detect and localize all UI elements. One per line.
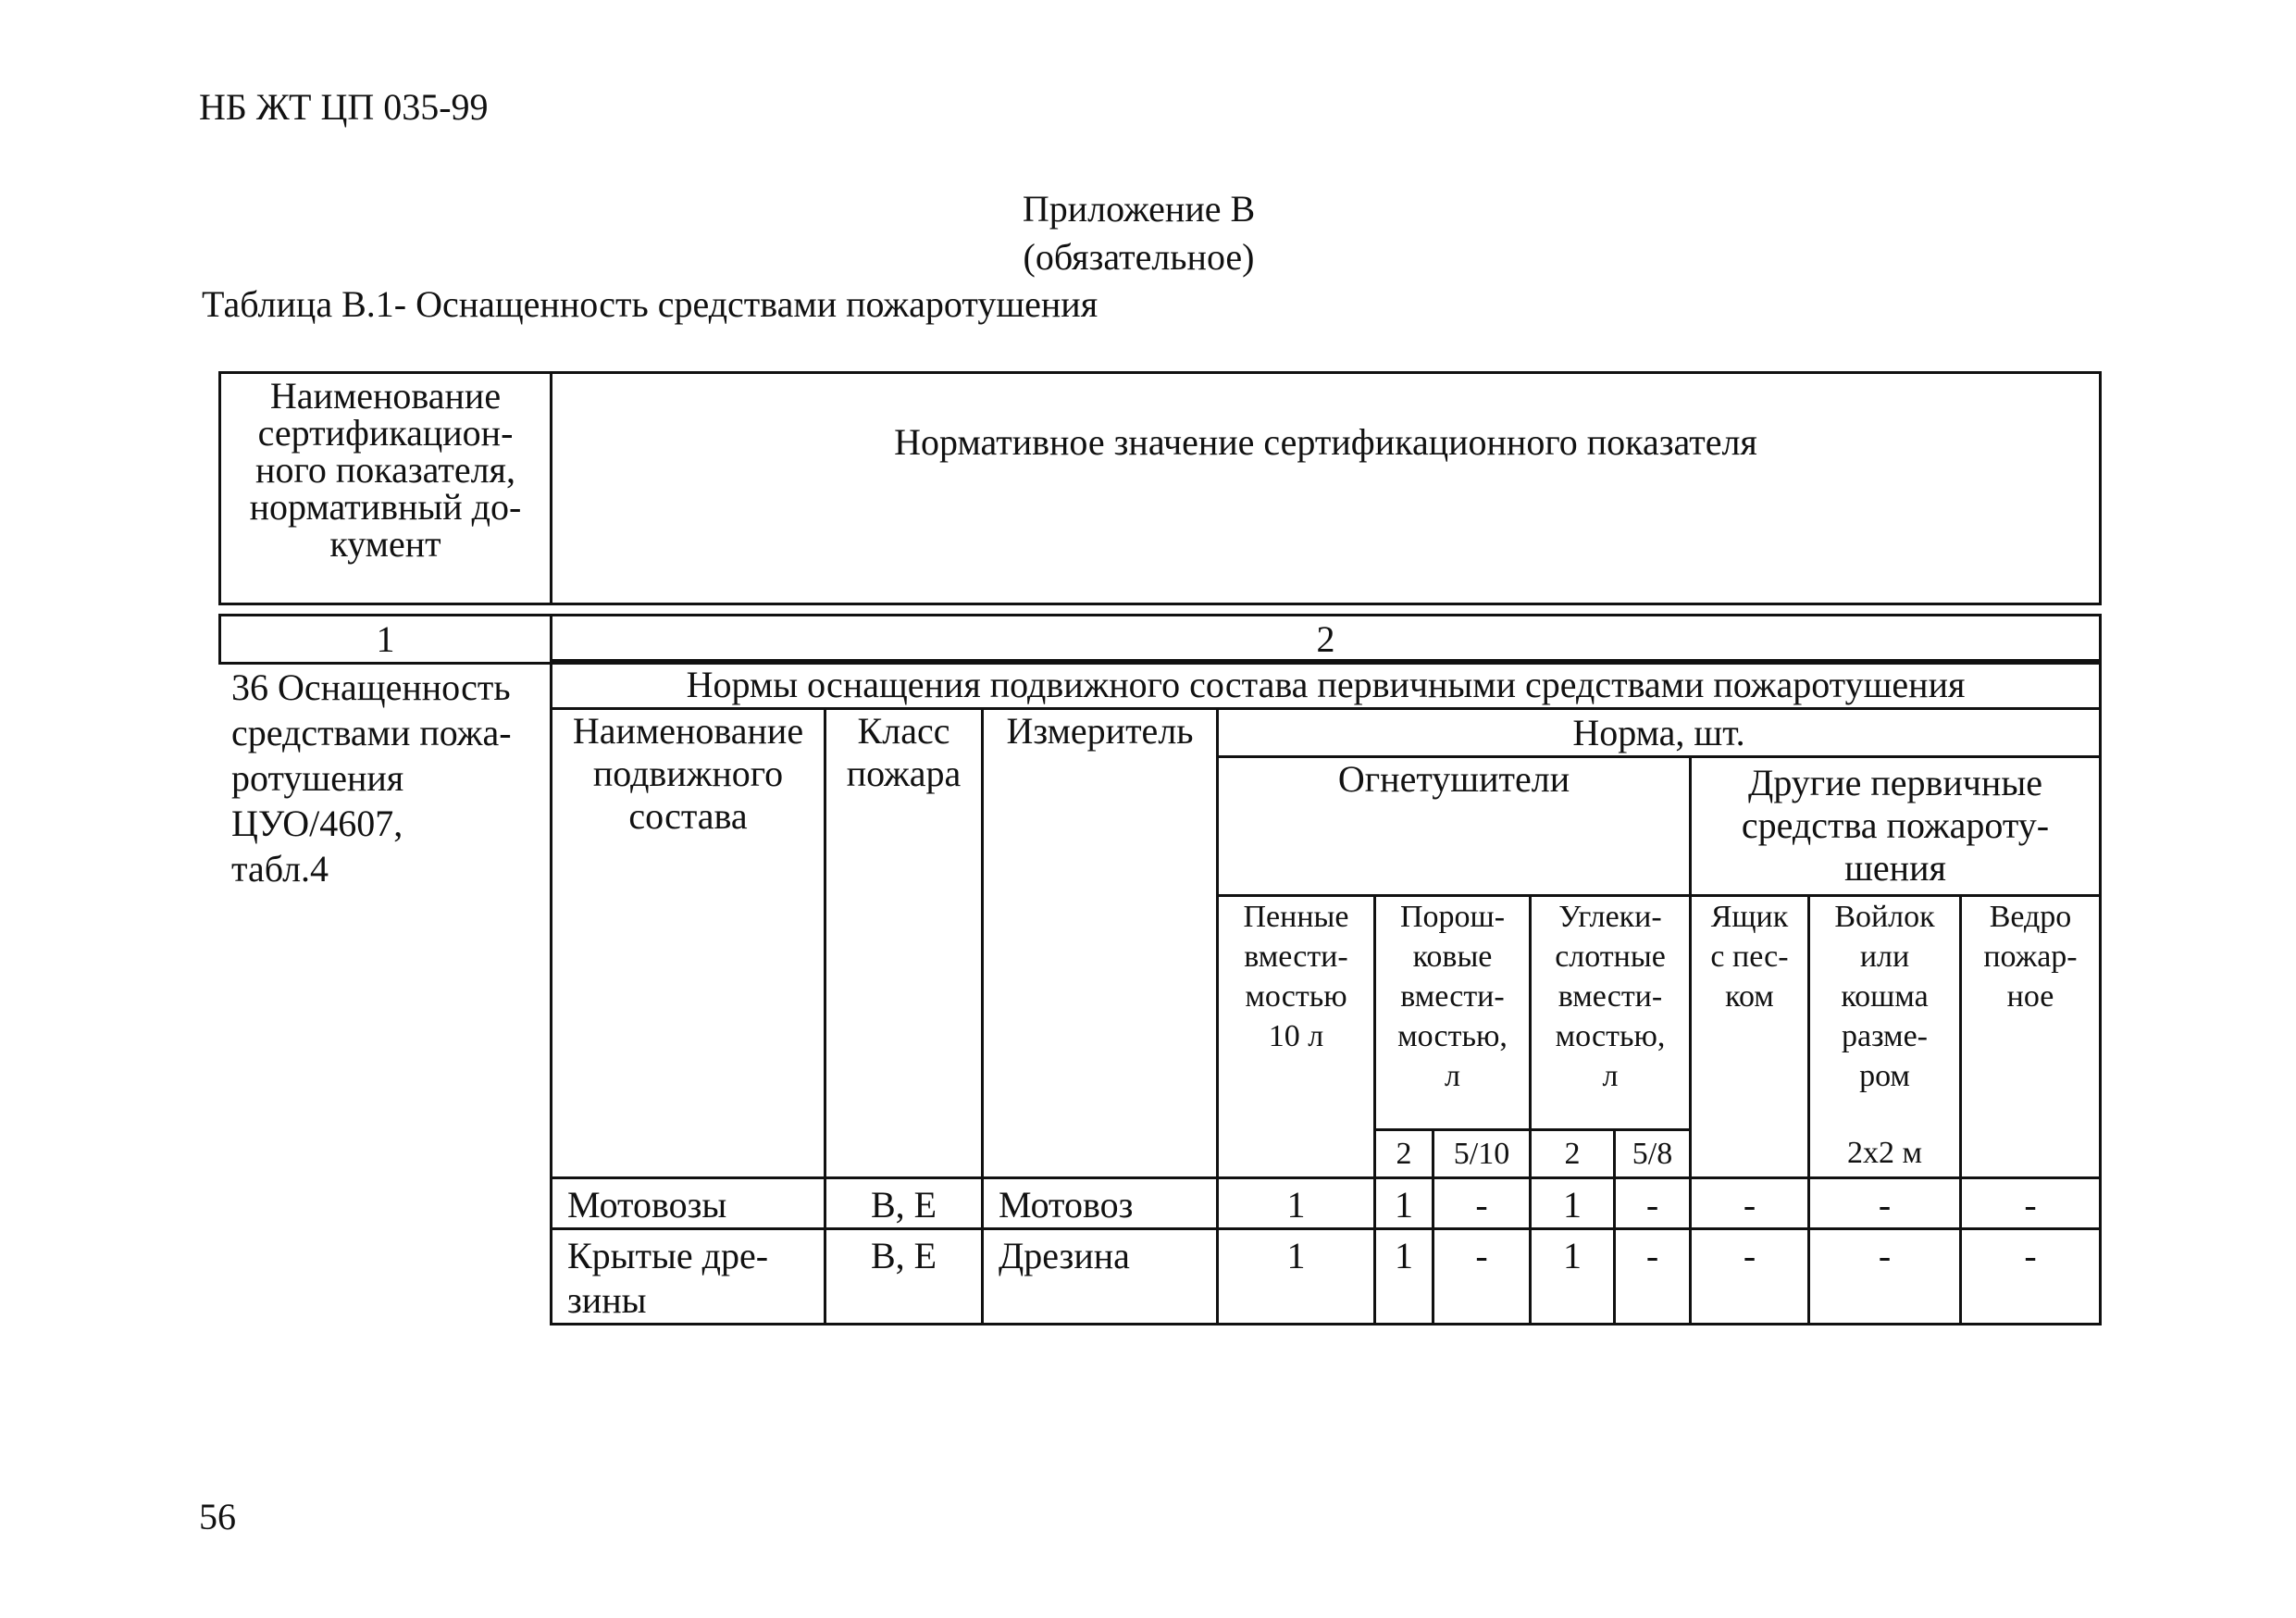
felt-header-line: кошма <box>1841 979 1929 1014</box>
felt-header <box>1809 896 1961 1178</box>
bucket-header-line: Ведро <box>1989 900 2072 934</box>
table-header-block <box>218 371 2102 605</box>
powder-header-line: мостью, <box>1397 1019 1508 1053</box>
bucket-header-line: пожар- <box>1983 940 2078 974</box>
col1-header-line: сертификацион- <box>257 412 514 454</box>
appendix-subtitle: (обязательное) <box>1023 236 1255 278</box>
fire-class-header <box>825 709 983 1178</box>
sand-box-header <box>1691 896 1809 1178</box>
col2-header-text: Нормативное значение сертификационного показателя <box>894 421 1757 463</box>
section-title: Нормы оснащения подвижного состава первичными средствами пожаротушения <box>552 661 2101 709</box>
felt-header-line: ром <box>1859 1059 1910 1093</box>
bucket-count: - <box>1961 1178 2101 1229</box>
powder-2-count: 1 <box>1375 1178 1433 1229</box>
appendix-heading <box>0 185 2296 281</box>
foam-header-line: 10 л <box>1268 1019 1324 1053</box>
sand-box-count: - <box>1691 1178 1809 1229</box>
powder-header-line: л <box>1445 1059 1460 1093</box>
co2-header-line: вмести- <box>1558 979 1663 1014</box>
co2-header-line: Углеки- <box>1558 900 1662 934</box>
col1-number: 1 <box>220 616 552 664</box>
indicator-label-line: ЦУО/4607, <box>231 803 403 844</box>
extinguishers-header: Огнетушители <box>1218 757 1691 896</box>
col1-header-line: Наименование <box>269 375 502 417</box>
col1-header-line: кумент <box>329 523 441 565</box>
co2-header <box>1531 896 1691 1130</box>
felt-header-line: разме- <box>1842 1019 1928 1053</box>
sand-box-count: - <box>1691 1229 1809 1325</box>
col1-header-cell <box>220 373 552 604</box>
other-means-header-line: шения <box>1844 847 1946 889</box>
powder-header-line: Порош- <box>1399 900 1506 934</box>
column-number-row <box>218 614 2102 665</box>
document-code: НБ ЖТ ЦП 035-99 <box>199 86 489 128</box>
vehicle-name-header-line: Наименование <box>572 710 804 752</box>
felt-header-line: или <box>1859 940 1910 974</box>
other-means-header-line: средства пожароту- <box>1741 804 2050 846</box>
felt-count: - <box>1809 1178 1961 1229</box>
felt-size: 2х2 м <box>1846 1136 1922 1170</box>
co2-5-8-count: - <box>1615 1178 1691 1229</box>
indicator-label-line: ротушения <box>231 757 404 799</box>
powder-5-10-count: - <box>1433 1229 1531 1325</box>
col1-header-line: ного показателя, <box>255 449 515 491</box>
powder-header-line: ковые <box>1412 940 1493 974</box>
vehicle-name-line: зины <box>567 1279 647 1321</box>
foam-header-line: Пенные <box>1243 900 1349 934</box>
co2-size-2: 2 <box>1531 1130 1615 1178</box>
co2-header-line: мостью, <box>1555 1019 1666 1053</box>
indicator-label-line: средствами пожа- <box>231 712 512 753</box>
vehicle-name-line: Крытые дре- <box>567 1235 769 1276</box>
foam-count: 1 <box>1218 1229 1375 1325</box>
co2-2-count: 1 <box>1531 1178 1615 1229</box>
table-row <box>552 1229 2101 1325</box>
fire-class-header-line: Класс <box>857 710 950 752</box>
meter-header: Измеритель <box>983 709 1218 1178</box>
fire-class-header-line: пожара <box>846 753 962 794</box>
indicator-label-line: табл.4 <box>231 848 329 890</box>
co2-2-count: 1 <box>1531 1229 1615 1325</box>
vehicle-name-header <box>552 709 825 1178</box>
bucket-count: - <box>1961 1229 2101 1325</box>
meter: Мотовоз <box>983 1178 1218 1229</box>
norm-header: Норма, шт. <box>1218 709 2101 757</box>
col2-header-cell <box>552 373 2101 604</box>
vehicle-name <box>552 1229 825 1325</box>
felt-header-line: Войлок <box>1834 900 1935 934</box>
vehicle-name-header-line: подвижного <box>592 753 784 794</box>
powder-header-line: вмести- <box>1400 979 1505 1014</box>
bucket-header-line: ное <box>2006 979 2054 1014</box>
col2-number: 2 <box>552 616 2101 664</box>
table-row <box>552 1178 2101 1229</box>
indicator-label <box>231 665 546 891</box>
vehicle-name: Мотовозы <box>552 1178 825 1229</box>
co2-size-5-8: 5/8 <box>1615 1130 1691 1178</box>
sand-box-header-line: Ящик <box>1710 900 1789 934</box>
foam-count: 1 <box>1218 1178 1375 1229</box>
indicator-label-line: 36 Оснащенность <box>231 666 511 708</box>
powder-header <box>1375 896 1531 1130</box>
powder-size-5-10: 5/10 <box>1433 1130 1531 1178</box>
col1-header-line: нормативный до- <box>249 486 522 528</box>
meter: Дрезина <box>983 1229 1218 1325</box>
co2-header-line: слотные <box>1555 940 1666 974</box>
foam-header <box>1218 896 1375 1178</box>
powder-2-count: 1 <box>1375 1229 1433 1325</box>
page-number: 56 <box>199 1496 236 1537</box>
bucket-header <box>1961 896 2101 1178</box>
felt-count: - <box>1809 1229 1961 1325</box>
foam-header-line: вмести- <box>1244 940 1348 974</box>
powder-size-2: 2 <box>1375 1130 1433 1178</box>
other-means-header-line: Другие первичные <box>1748 762 2042 803</box>
table-caption: Таблица В.1- Оснащенность средствами пожаротушения <box>202 283 1098 325</box>
powder-5-10-count: - <box>1433 1178 1531 1229</box>
co2-5-8-count: - <box>1615 1229 1691 1325</box>
norms-table <box>550 659 2102 1326</box>
vehicle-name-header-line: состава <box>628 795 748 837</box>
fire-class: В, Е <box>825 1229 983 1325</box>
appendix-title: Приложение В <box>1022 188 1256 230</box>
fire-class: В, Е <box>825 1178 983 1229</box>
other-means-header <box>1691 757 2101 896</box>
sand-box-header-line: с пес- <box>1710 940 1789 974</box>
co2-header-line: л <box>1602 1059 1619 1093</box>
sand-box-header-line: ком <box>1725 979 1774 1014</box>
foam-header-line: мостью <box>1245 979 1347 1014</box>
